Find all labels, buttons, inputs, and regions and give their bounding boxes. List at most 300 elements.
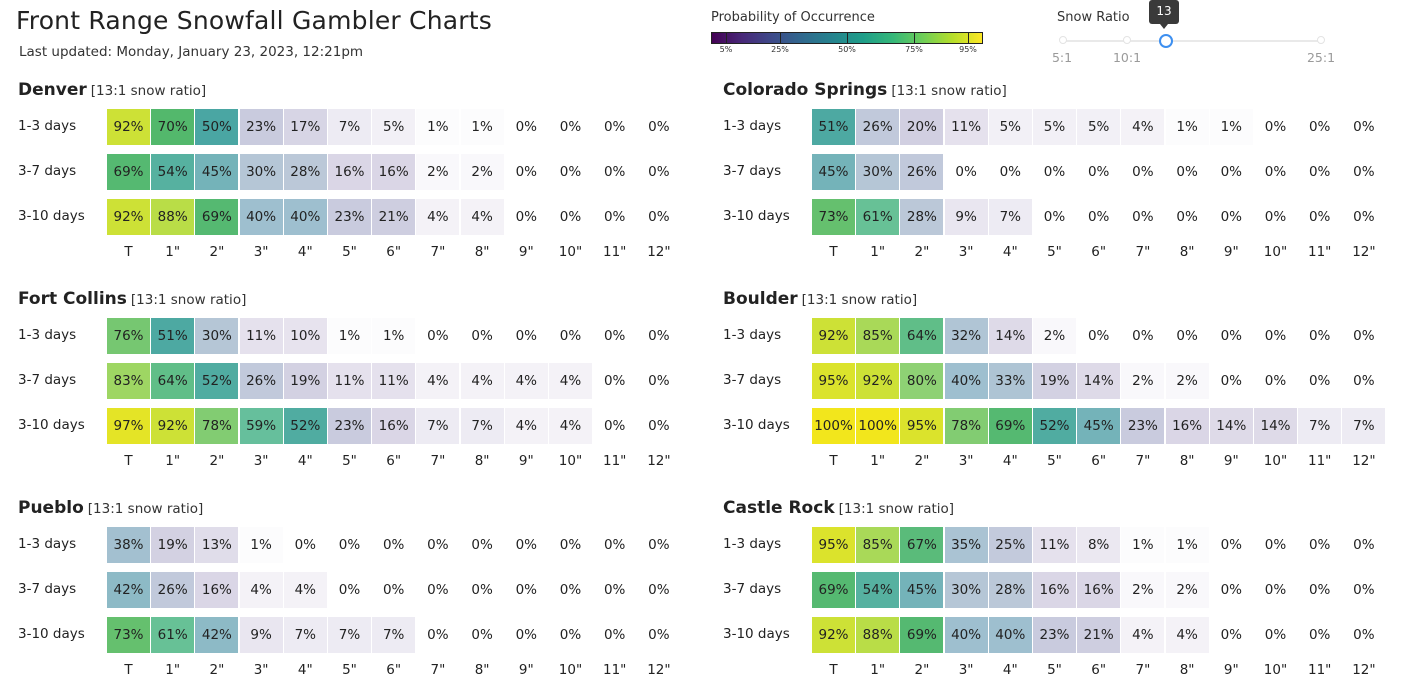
probability-cell: 88% xyxy=(856,617,899,653)
probability-cell: 0% xyxy=(1298,199,1341,235)
probability-cell: 0% xyxy=(1254,199,1297,235)
probability-cell: 0% xyxy=(1210,154,1253,190)
probability-cell: 23% xyxy=(328,408,371,444)
probability-cell: 10% xyxy=(284,318,327,354)
probability-cell: 0% xyxy=(1254,109,1297,145)
probability-cell: 0% xyxy=(637,318,680,354)
probability-cell: 11% xyxy=(945,109,988,145)
probability-cell: 33% xyxy=(989,363,1032,399)
probability-cell: 26% xyxy=(151,572,194,608)
probability-cell: 14% xyxy=(989,318,1032,354)
row-label: 3-10 days xyxy=(723,417,790,433)
probability-cell: 21% xyxy=(1077,617,1120,653)
probability-cell: 78% xyxy=(195,408,238,444)
probability-cell: 8% xyxy=(1077,527,1120,563)
probability-cell: 0% xyxy=(1254,318,1297,354)
column-label: 1" xyxy=(870,244,886,260)
column-label: 5" xyxy=(342,453,357,469)
probability-cell: 0% xyxy=(593,527,636,563)
probability-cell: 0% xyxy=(1166,318,1209,354)
column-label: 7" xyxy=(430,453,446,469)
probability-cell: 45% xyxy=(1077,408,1120,444)
column-label: 6" xyxy=(386,662,402,678)
column-label: 8" xyxy=(474,662,490,678)
probability-cell: 95% xyxy=(900,408,943,444)
column-label: 1" xyxy=(165,662,181,678)
row-label: 1-3 days xyxy=(723,118,782,134)
column-label: 11" xyxy=(1307,662,1332,678)
probability-cell: 0% xyxy=(593,318,636,354)
column-label: 2" xyxy=(914,244,930,260)
column-label: 7" xyxy=(1135,453,1151,469)
probability-cell: 0% xyxy=(593,199,636,235)
probability-cell: 0% xyxy=(1342,109,1385,145)
legend-tick-label: 5% xyxy=(719,45,733,54)
probability-cell: 0% xyxy=(1254,154,1297,190)
page-title: Front Range Snowfall Gambler Charts xyxy=(16,6,492,35)
snow-ratio-note: [13:1 snow ratio] xyxy=(130,292,247,308)
city-name: Colorado Springs xyxy=(723,80,888,100)
city-name: Denver xyxy=(18,80,87,100)
probability-cell: 73% xyxy=(107,617,150,653)
snow-ratio-note: [13:1 snow ratio] xyxy=(87,501,204,517)
probability-cell: 7% xyxy=(1342,408,1385,444)
probability-cell: 0% xyxy=(1077,318,1120,354)
legend-tick-mark xyxy=(780,33,781,43)
probability-cell: 0% xyxy=(1210,199,1253,235)
probability-cell: 69% xyxy=(989,408,1032,444)
probability-cell: 80% xyxy=(900,363,943,399)
column-label: 3" xyxy=(253,662,269,678)
slider-title: Snow Ratio xyxy=(1057,10,1130,25)
slider-dot-10-1[interactable] xyxy=(1123,36,1131,44)
column-label: 12" xyxy=(1352,453,1376,469)
probability-cell: 0% xyxy=(989,154,1032,190)
probability-cell: 40% xyxy=(945,363,988,399)
row-label: 3-7 days xyxy=(723,581,782,597)
probability-cell: 0% xyxy=(1254,572,1297,608)
probability-cell: 9% xyxy=(240,617,283,653)
probability-cell: 7% xyxy=(1298,408,1341,444)
column-label: 5" xyxy=(1047,453,1062,469)
probability-cell: 61% xyxy=(151,617,194,653)
probability-cell: 0% xyxy=(1298,154,1341,190)
probability-cell: 0% xyxy=(1342,363,1385,399)
probability-cell: 11% xyxy=(240,318,283,354)
probability-cell: 0% xyxy=(1342,154,1385,190)
probability-cell: 40% xyxy=(284,199,327,235)
probability-cell: 0% xyxy=(461,617,504,653)
probability-cell: 59% xyxy=(240,408,283,444)
column-label: 10" xyxy=(1263,244,1288,260)
probability-cell: 0% xyxy=(1121,199,1164,235)
probability-cell: 7% xyxy=(416,408,459,444)
city-name: Castle Rock xyxy=(723,498,835,518)
probability-cell: 0% xyxy=(637,408,680,444)
slider-rail[interactable] xyxy=(1062,40,1320,42)
probability-cell: 7% xyxy=(328,109,371,145)
column-label: 7" xyxy=(1135,662,1151,678)
probability-cell: 0% xyxy=(505,527,548,563)
column-label: 11" xyxy=(1307,453,1332,469)
column-label: 12" xyxy=(647,453,671,469)
probability-cell: 45% xyxy=(195,154,238,190)
probability-cell: 25% xyxy=(989,527,1032,563)
probability-cell: 0% xyxy=(1166,199,1209,235)
slider-value-tooltip: 13 xyxy=(1149,0,1179,24)
probability-cell: 5% xyxy=(989,109,1032,145)
probability-cell: 11% xyxy=(372,363,415,399)
panel-title xyxy=(18,80,206,100)
probability-cell: 16% xyxy=(1033,572,1076,608)
probability-cell: 100% xyxy=(856,408,899,444)
probability-cell: 23% xyxy=(1033,617,1076,653)
snow-ratio-slider[interactable] xyxy=(1051,4,1355,70)
probability-cell: 0% xyxy=(372,572,415,608)
probability-cell: 52% xyxy=(284,408,327,444)
probability-cell: 69% xyxy=(195,199,238,235)
row-label: 3-7 days xyxy=(18,163,77,179)
probability-cell: 51% xyxy=(151,318,194,354)
probability-cell: 52% xyxy=(195,363,238,399)
probability-cell: 28% xyxy=(989,572,1032,608)
probability-cell: 1% xyxy=(416,109,459,145)
probability-cell: 16% xyxy=(328,154,371,190)
probability-cell: 69% xyxy=(812,572,855,608)
probability-cell: 0% xyxy=(1254,617,1297,653)
row-label: 1-3 days xyxy=(18,327,77,343)
probability-cell: 30% xyxy=(856,154,899,190)
probability-cell: 1% xyxy=(1210,109,1253,145)
probability-legend xyxy=(711,10,983,57)
probability-cell: 4% xyxy=(549,408,592,444)
column-label: 3" xyxy=(958,453,974,469)
probability-cell: 0% xyxy=(1342,318,1385,354)
probability-cell: 30% xyxy=(240,154,283,190)
column-label: 2" xyxy=(914,662,930,678)
probability-cell: 0% xyxy=(1254,363,1297,399)
probability-cell: 0% xyxy=(637,617,680,653)
city-name: Fort Collins xyxy=(18,289,127,309)
column-label: 11" xyxy=(602,662,627,678)
row-label: 3-7 days xyxy=(18,372,77,388)
probability-cell: 19% xyxy=(1033,363,1076,399)
probability-cell: 50% xyxy=(195,109,238,145)
probability-cell: 92% xyxy=(856,363,899,399)
probability-cell: 0% xyxy=(637,199,680,235)
probability-cell: 5% xyxy=(1033,109,1076,145)
probability-cell: 54% xyxy=(856,572,899,608)
probability-cell: 26% xyxy=(856,109,899,145)
column-label: T xyxy=(124,662,133,678)
column-label: 9" xyxy=(1223,244,1239,260)
column-label: 2" xyxy=(914,453,930,469)
probability-cell: 0% xyxy=(416,617,459,653)
column-label: 6" xyxy=(386,244,402,260)
probability-cell: 95% xyxy=(812,363,855,399)
probability-cell: 42% xyxy=(195,617,238,653)
panel-title xyxy=(18,498,203,518)
probability-cell: 21% xyxy=(372,199,415,235)
probability-cell: 4% xyxy=(505,363,548,399)
probability-cell: 0% xyxy=(1298,617,1341,653)
probability-cell: 54% xyxy=(151,154,194,190)
slider-mark-label: 10:1 xyxy=(1112,50,1142,65)
probability-cell: 92% xyxy=(107,109,150,145)
city-name: Boulder xyxy=(723,289,798,309)
column-label: 3" xyxy=(253,453,269,469)
probability-cell: 0% xyxy=(416,318,459,354)
column-label: 10" xyxy=(558,662,583,678)
panel-pueblo xyxy=(18,498,708,678)
probability-cell: 0% xyxy=(505,318,548,354)
column-label: 10" xyxy=(558,244,583,260)
legend-tick-mark xyxy=(847,33,848,43)
city-name: Pueblo xyxy=(18,498,84,518)
column-label: 5" xyxy=(1047,244,1062,260)
probability-cell: 0% xyxy=(945,154,988,190)
probability-cell: 30% xyxy=(195,318,238,354)
panel-colorado-springs xyxy=(723,80,1412,260)
legend-tick-label: 95% xyxy=(959,45,977,54)
column-label: 9" xyxy=(1223,662,1239,678)
probability-cell: 11% xyxy=(1033,527,1076,563)
probability-cell: 0% xyxy=(637,109,680,145)
probability-cell: 0% xyxy=(461,527,504,563)
probability-cell: 76% xyxy=(107,318,150,354)
row-label: 3-7 days xyxy=(723,163,782,179)
column-label: 11" xyxy=(602,244,627,260)
probability-cell: 51% xyxy=(812,109,855,145)
probability-cell: 92% xyxy=(812,318,855,354)
column-label: T xyxy=(124,244,133,260)
probability-cell: 4% xyxy=(284,572,327,608)
column-label: 8" xyxy=(474,453,490,469)
probability-cell: 0% xyxy=(1342,527,1385,563)
probability-cell: 40% xyxy=(240,199,283,235)
column-label: 2" xyxy=(209,453,225,469)
probability-cell: 95% xyxy=(812,527,855,563)
probability-cell: 14% xyxy=(1210,408,1253,444)
legend-tick-label: 75% xyxy=(905,45,923,54)
column-label: 5" xyxy=(342,244,357,260)
probability-cell: 35% xyxy=(945,527,988,563)
probability-cell: 0% xyxy=(1077,199,1120,235)
probability-cell: 0% xyxy=(549,154,592,190)
slider-dot-5-1[interactable] xyxy=(1059,36,1067,44)
probability-cell: 0% xyxy=(593,109,636,145)
probability-cell: 0% xyxy=(416,527,459,563)
probability-cell: 13% xyxy=(195,527,238,563)
probability-cell: 0% xyxy=(637,527,680,563)
slider-mark-label: 25:1 xyxy=(1306,50,1336,65)
row-label: 1-3 days xyxy=(723,536,782,552)
column-label: 12" xyxy=(647,244,671,260)
panel-castle-rock xyxy=(723,498,1412,678)
column-label: 1" xyxy=(870,662,886,678)
probability-cell: 1% xyxy=(461,109,504,145)
panel-denver xyxy=(18,80,708,260)
column-label: T xyxy=(829,453,838,469)
probability-cell: 2% xyxy=(1121,363,1164,399)
probability-cell: 16% xyxy=(372,408,415,444)
column-label: 1" xyxy=(165,244,181,260)
probability-cell: 0% xyxy=(1121,154,1164,190)
column-label: 4" xyxy=(1002,453,1018,469)
probability-cell: 23% xyxy=(1121,408,1164,444)
column-label: 7" xyxy=(430,244,446,260)
probability-cell: 14% xyxy=(1077,363,1120,399)
probability-cell: 88% xyxy=(151,199,194,235)
probability-cell: 0% xyxy=(593,363,636,399)
probability-cell: 28% xyxy=(284,154,327,190)
panel-title xyxy=(723,289,917,309)
probability-cell: 20% xyxy=(900,109,943,145)
column-label: 3" xyxy=(253,244,269,260)
probability-cell: 2% xyxy=(1121,572,1164,608)
legend-tick-mark xyxy=(914,33,915,43)
last-updated: Last updated: Monday, January 23, 2023, 12:21pm xyxy=(19,44,364,60)
probability-cell: 23% xyxy=(240,109,283,145)
probability-cell: 1% xyxy=(1166,109,1209,145)
legend-tick-label: 25% xyxy=(771,45,789,54)
probability-cell: 92% xyxy=(812,617,855,653)
column-label: 4" xyxy=(297,244,313,260)
column-label: T xyxy=(124,453,133,469)
column-label: 8" xyxy=(1179,662,1195,678)
probability-cell: 4% xyxy=(416,199,459,235)
probability-cell: 28% xyxy=(900,199,943,235)
probability-cell: 0% xyxy=(505,617,548,653)
legend-tick-label: 50% xyxy=(838,45,856,54)
probability-cell: 78% xyxy=(945,408,988,444)
probability-cell: 0% xyxy=(1033,154,1076,190)
panel-boulder xyxy=(723,289,1412,469)
row-label: 1-3 days xyxy=(723,327,782,343)
probability-cell: 85% xyxy=(856,318,899,354)
probability-cell: 0% xyxy=(549,527,592,563)
column-label: 4" xyxy=(1002,662,1018,678)
probability-cell: 0% xyxy=(1342,617,1385,653)
probability-cell: 0% xyxy=(505,154,548,190)
row-label: 1-3 days xyxy=(18,536,77,552)
probability-cell: 2% xyxy=(1033,318,1076,354)
probability-cell: 52% xyxy=(1033,408,1076,444)
probability-cell: 4% xyxy=(461,363,504,399)
probability-cell: 0% xyxy=(1298,318,1341,354)
probability-cell: 0% xyxy=(637,154,680,190)
probability-cell: 23% xyxy=(328,199,371,235)
row-label: 3-7 days xyxy=(723,372,782,388)
probability-cell: 32% xyxy=(945,318,988,354)
probability-cell: 19% xyxy=(284,363,327,399)
snow-ratio-note: [13:1 snow ratio] xyxy=(90,83,207,99)
probability-cell: 38% xyxy=(107,527,150,563)
probability-cell: 5% xyxy=(1077,109,1120,145)
probability-cell: 67% xyxy=(900,527,943,563)
probability-cell: 0% xyxy=(505,199,548,235)
slider-dot-25-1[interactable] xyxy=(1317,36,1325,44)
probability-cell: 0% xyxy=(1210,363,1253,399)
probability-cell: 0% xyxy=(328,572,371,608)
probability-cell: 7% xyxy=(372,617,415,653)
snow-ratio-note: [13:1 snow ratio] xyxy=(838,501,955,517)
probability-cell: 0% xyxy=(1166,154,1209,190)
probability-cell: 4% xyxy=(505,408,548,444)
probability-cell: 16% xyxy=(1077,572,1120,608)
column-label: 4" xyxy=(297,662,313,678)
probability-cell: 0% xyxy=(1210,527,1253,563)
slider-handle[interactable] xyxy=(1159,34,1173,48)
probability-cell: 1% xyxy=(372,318,415,354)
column-label: 1" xyxy=(165,453,181,469)
probability-cell: 0% xyxy=(549,617,592,653)
probability-cell: 0% xyxy=(1298,363,1341,399)
probability-cell: 0% xyxy=(1298,527,1341,563)
column-label: 3" xyxy=(958,662,974,678)
column-label: 8" xyxy=(1179,453,1195,469)
column-label: T xyxy=(829,662,838,678)
column-label: 8" xyxy=(474,244,490,260)
probability-cell: 0% xyxy=(1342,199,1385,235)
probability-cell: 4% xyxy=(549,363,592,399)
probability-cell: 0% xyxy=(1033,199,1076,235)
probability-cell: 0% xyxy=(549,572,592,608)
probability-cell: 0% xyxy=(1121,318,1164,354)
column-label: 4" xyxy=(1002,244,1018,260)
probability-cell: 0% xyxy=(416,572,459,608)
probability-cell: 4% xyxy=(416,363,459,399)
slider-mark-label: 5:1 xyxy=(1051,50,1073,65)
probability-cell: 0% xyxy=(1210,617,1253,653)
probability-cell: 30% xyxy=(945,572,988,608)
probability-cell: 0% xyxy=(1210,318,1253,354)
probability-cell: 4% xyxy=(1121,109,1164,145)
probability-cell: 1% xyxy=(240,527,283,563)
legend-tick-mark xyxy=(968,33,969,43)
column-label: 6" xyxy=(1091,244,1107,260)
legend-color-bar xyxy=(711,32,983,44)
probability-cell: 26% xyxy=(240,363,283,399)
panel-title xyxy=(723,80,1007,100)
probability-cell: 42% xyxy=(107,572,150,608)
column-label: 12" xyxy=(1352,662,1376,678)
column-label: 7" xyxy=(430,662,446,678)
legend-tick-mark xyxy=(726,33,727,43)
probability-cell: 0% xyxy=(505,109,548,145)
probability-cell: 11% xyxy=(328,363,371,399)
probability-cell: 9% xyxy=(945,199,988,235)
probability-cell: 61% xyxy=(856,199,899,235)
probability-cell: 0% xyxy=(1077,154,1120,190)
probability-cell: 26% xyxy=(900,154,943,190)
column-label: 5" xyxy=(342,662,357,678)
probability-cell: 83% xyxy=(107,363,150,399)
probability-cell: 70% xyxy=(151,109,194,145)
probability-cell: 0% xyxy=(637,572,680,608)
column-label: 6" xyxy=(386,453,402,469)
probability-cell: 92% xyxy=(107,199,150,235)
column-label: 2" xyxy=(209,244,225,260)
probability-cell: 0% xyxy=(593,154,636,190)
probability-cell: 4% xyxy=(240,572,283,608)
probability-cell: 0% xyxy=(549,318,592,354)
column-label: 1" xyxy=(870,453,886,469)
column-label: 9" xyxy=(518,662,534,678)
probability-cell: 1% xyxy=(1121,527,1164,563)
probability-cell: 7% xyxy=(461,408,504,444)
probability-cell: 0% xyxy=(1298,572,1341,608)
